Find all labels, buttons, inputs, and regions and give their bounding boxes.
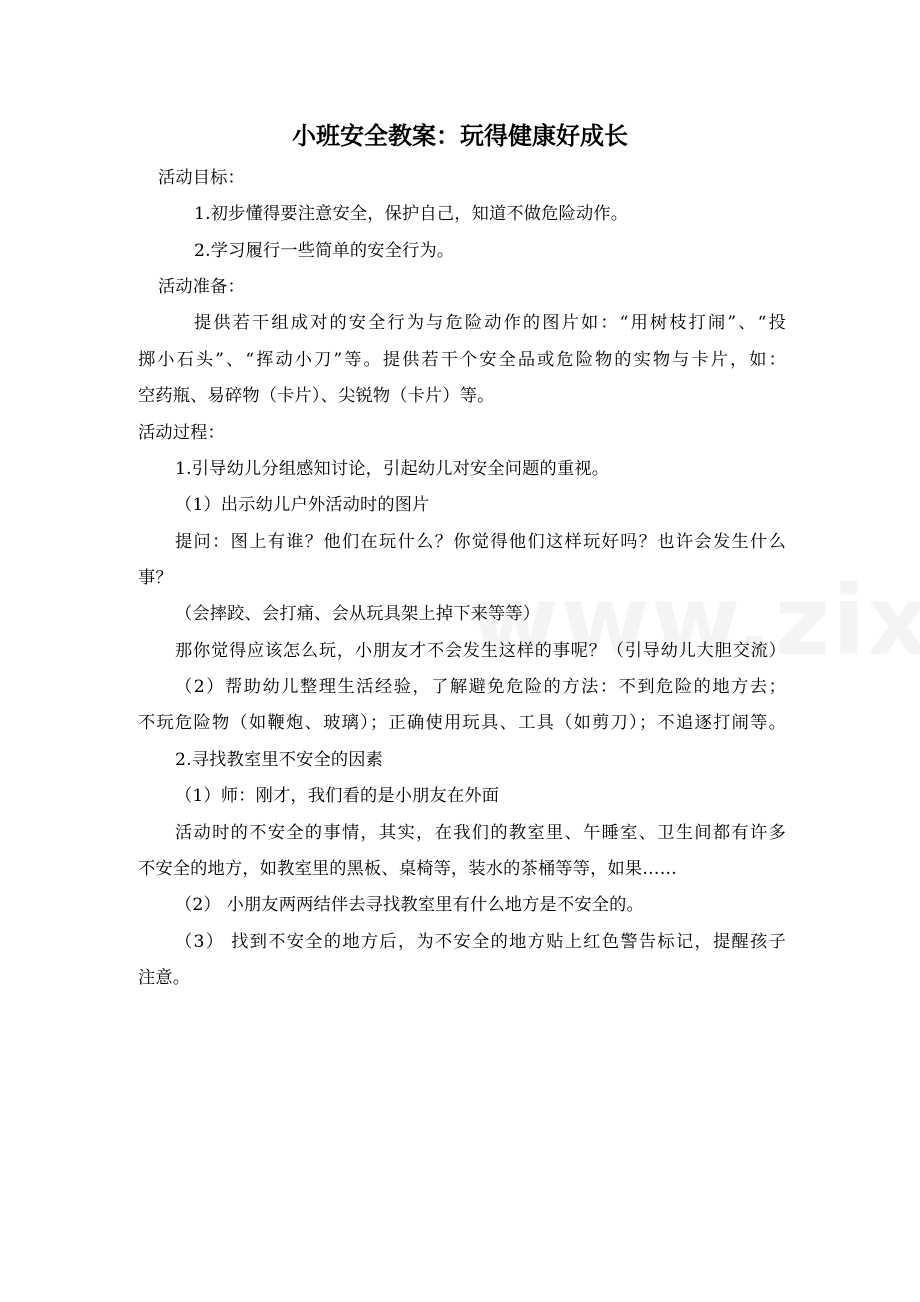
process-substep: （2）帮助幼儿整理生活经验，了解避免危险的方法：不到危险的地方去； [175, 677, 786, 697]
document-title: 小班安全教案：玩得健康好成长 [292, 122, 628, 150]
goal-item-2: 2.学习履行一些简单的安全行为。 [194, 241, 455, 261]
paragraph-line: 注意。 [138, 968, 191, 988]
paragraph-line: 不安全的地方，如教室里的黑板、桌椅等，装水的茶桶等等，如果…… [138, 859, 678, 879]
paragraph-line: 那你觉得应该怎么玩，小朋友才不会发生这样的事呢？（引导幼儿大胆交流） [175, 641, 786, 661]
process-substep: （1）出示幼儿户外活动时的图片 [175, 495, 430, 515]
paragraph-line: 提问：图上有谁？他们在玩什么？你觉得他们这样玩好吗？也许会发生什么 [175, 532, 786, 552]
process-substep: （2） 小朋友两两结伴去寻找教室里有什么地方是不安全的。 [175, 895, 644, 915]
paragraph-line: 掷小石头”、“挥动小刀”等。提供若干个安全品或危险物的实物与卡片，如： [138, 350, 786, 370]
paragraph-line: 提供若干组成对的安全行为与危险动作的图片如：“用树枝打闹”、“投 [194, 313, 786, 333]
goal-item-1: 1.初步懂得要注意安全，保护自己，知道不做危险动作。 [194, 204, 629, 224]
process-step-1: 1.引导幼儿分组感知讨论，引起幼儿对安全问题的重视。 [175, 459, 610, 479]
paragraph-line: （会摔跤、会打痛、会从玩具架上掉下来等等） [175, 604, 541, 624]
paragraph-line: 事？ [138, 568, 173, 588]
section-heading-goals: 活动目标： [158, 168, 245, 188]
process-step-2: 2.寻找教室里不安全的因素 [175, 750, 384, 770]
paragraph-line: 空药瓶、易碎物（卡片）、尖锐物（卡片）等。 [138, 386, 495, 406]
process-substep: （1）师：刚才，我们看的是小朋友在外面 [175, 786, 500, 806]
paragraph-line: 活动时的不安全的事情，其实，在我们的教室里、午睡室、卫生间都有许多 [175, 823, 786, 843]
section-heading-preparation: 活动准备： [158, 277, 245, 297]
section-heading-process: 活动过程： [138, 423, 225, 443]
process-substep: （3） 找到不安全的地方后，为不安全的地方贴上红色警告标记，提醒孩子 [175, 932, 786, 952]
paragraph-line: 不玩危险物（如鞭炮、玻璃）；正确使用玩具、工具（如剪刀）；不追逐打闹等。 [138, 713, 786, 733]
